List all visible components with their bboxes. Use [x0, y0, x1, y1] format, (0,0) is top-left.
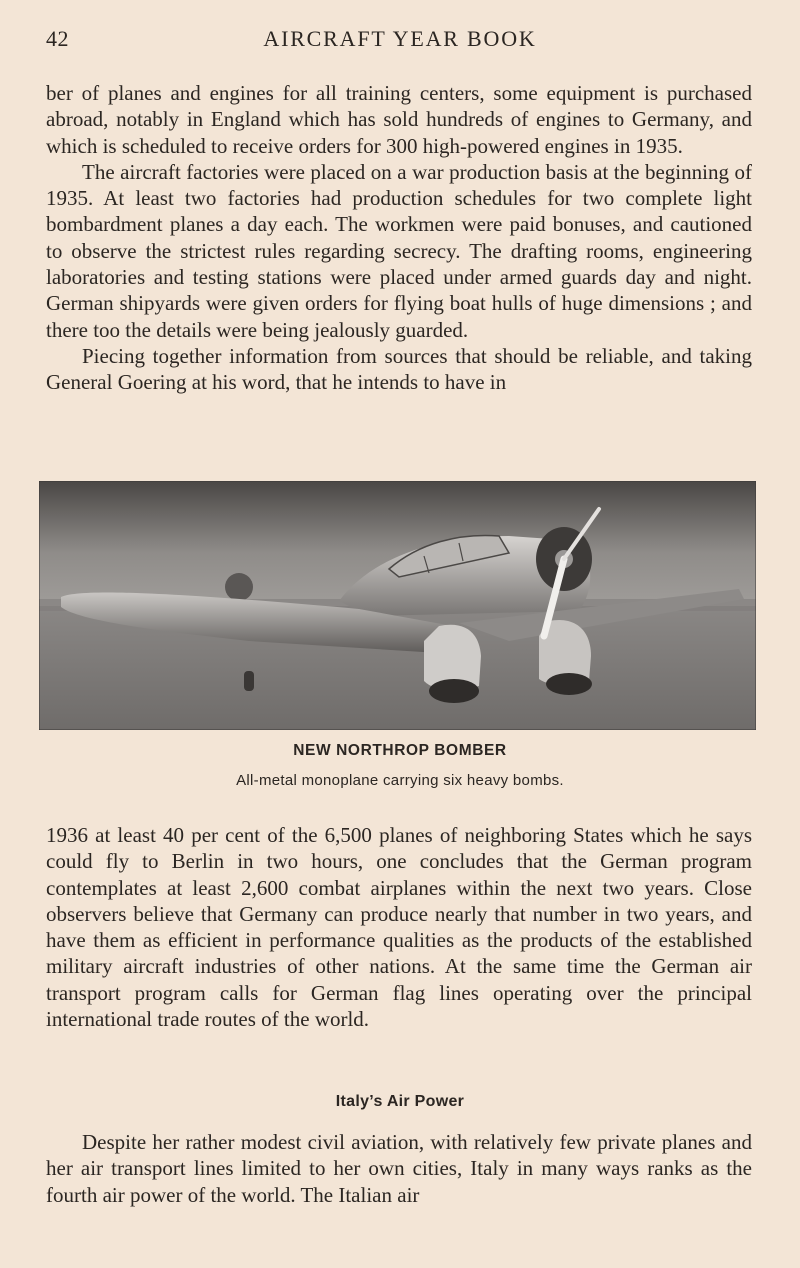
paragraph: 1936 at least 40 per cent of the 6,500 planes of neighboring States which he says could fly to Berlin in two hours, one concludes that the German program contemplates at least 2,600 combat airplanes within the next two years. Close observers believe that Germany can produce nearly that number in two years, and have them as efficient in performance qualities as the products of the established military aircraft industries of other nations. At the same time the German air transport program calls for German flag lines operating over the principal international trade routes of the world.: [46, 823, 752, 1032]
paragraph: ber of planes and engines for all training centers, some equipment is purchased abroad, notably in England which has sold hundreds of engines to Germany, and which is scheduled to receive orders for 300 high-powered engines in 1935.: [46, 81, 752, 158]
paragraph: Despite her rather modest civil aviation, with relatively few private planes and her air transport lines limited to her own cities, Italy in many ways ranks as the fourth air power of the world. The Italian air: [46, 1130, 752, 1207]
section-heading: Italy’s Air Power: [335, 1093, 465, 1110]
running-title: AIRCRAFT YEAR BOOK: [263, 26, 537, 51]
body-text-top: [46, 80, 752, 396]
body-text-bottom: [46, 1129, 752, 1208]
page-number: 42: [46, 26, 69, 51]
figure-caption-title: NEW NORTHROP BOMBER: [293, 742, 507, 759]
body-text-middle: [46, 822, 752, 1032]
paragraph: Piecing together information from sources that should be reliable, and taking General Goering at his word, that he intends to have in: [46, 343, 752, 395]
figure-caption-text: All-metal monoplane carrying six heavy bombs.: [236, 772, 564, 789]
bomber-photograph: [39, 481, 756, 730]
paragraph: The aircraft factories were placed on a war production basis at the beginning of 1935. At least two factories had production schedules for two complete light bombardment planes a day each. The workmen were paid bonuses, and cautioned to observe the strictest rules regarding secrecy. The drafting rooms, engineering laboratories and testing stations were placed under armed guards day and night. German shipyards were given orders for flying boat hulls of huge dimensions ; and there too the details were being jealously guarded.: [46, 159, 752, 342]
page-header: [0, 26, 800, 58]
